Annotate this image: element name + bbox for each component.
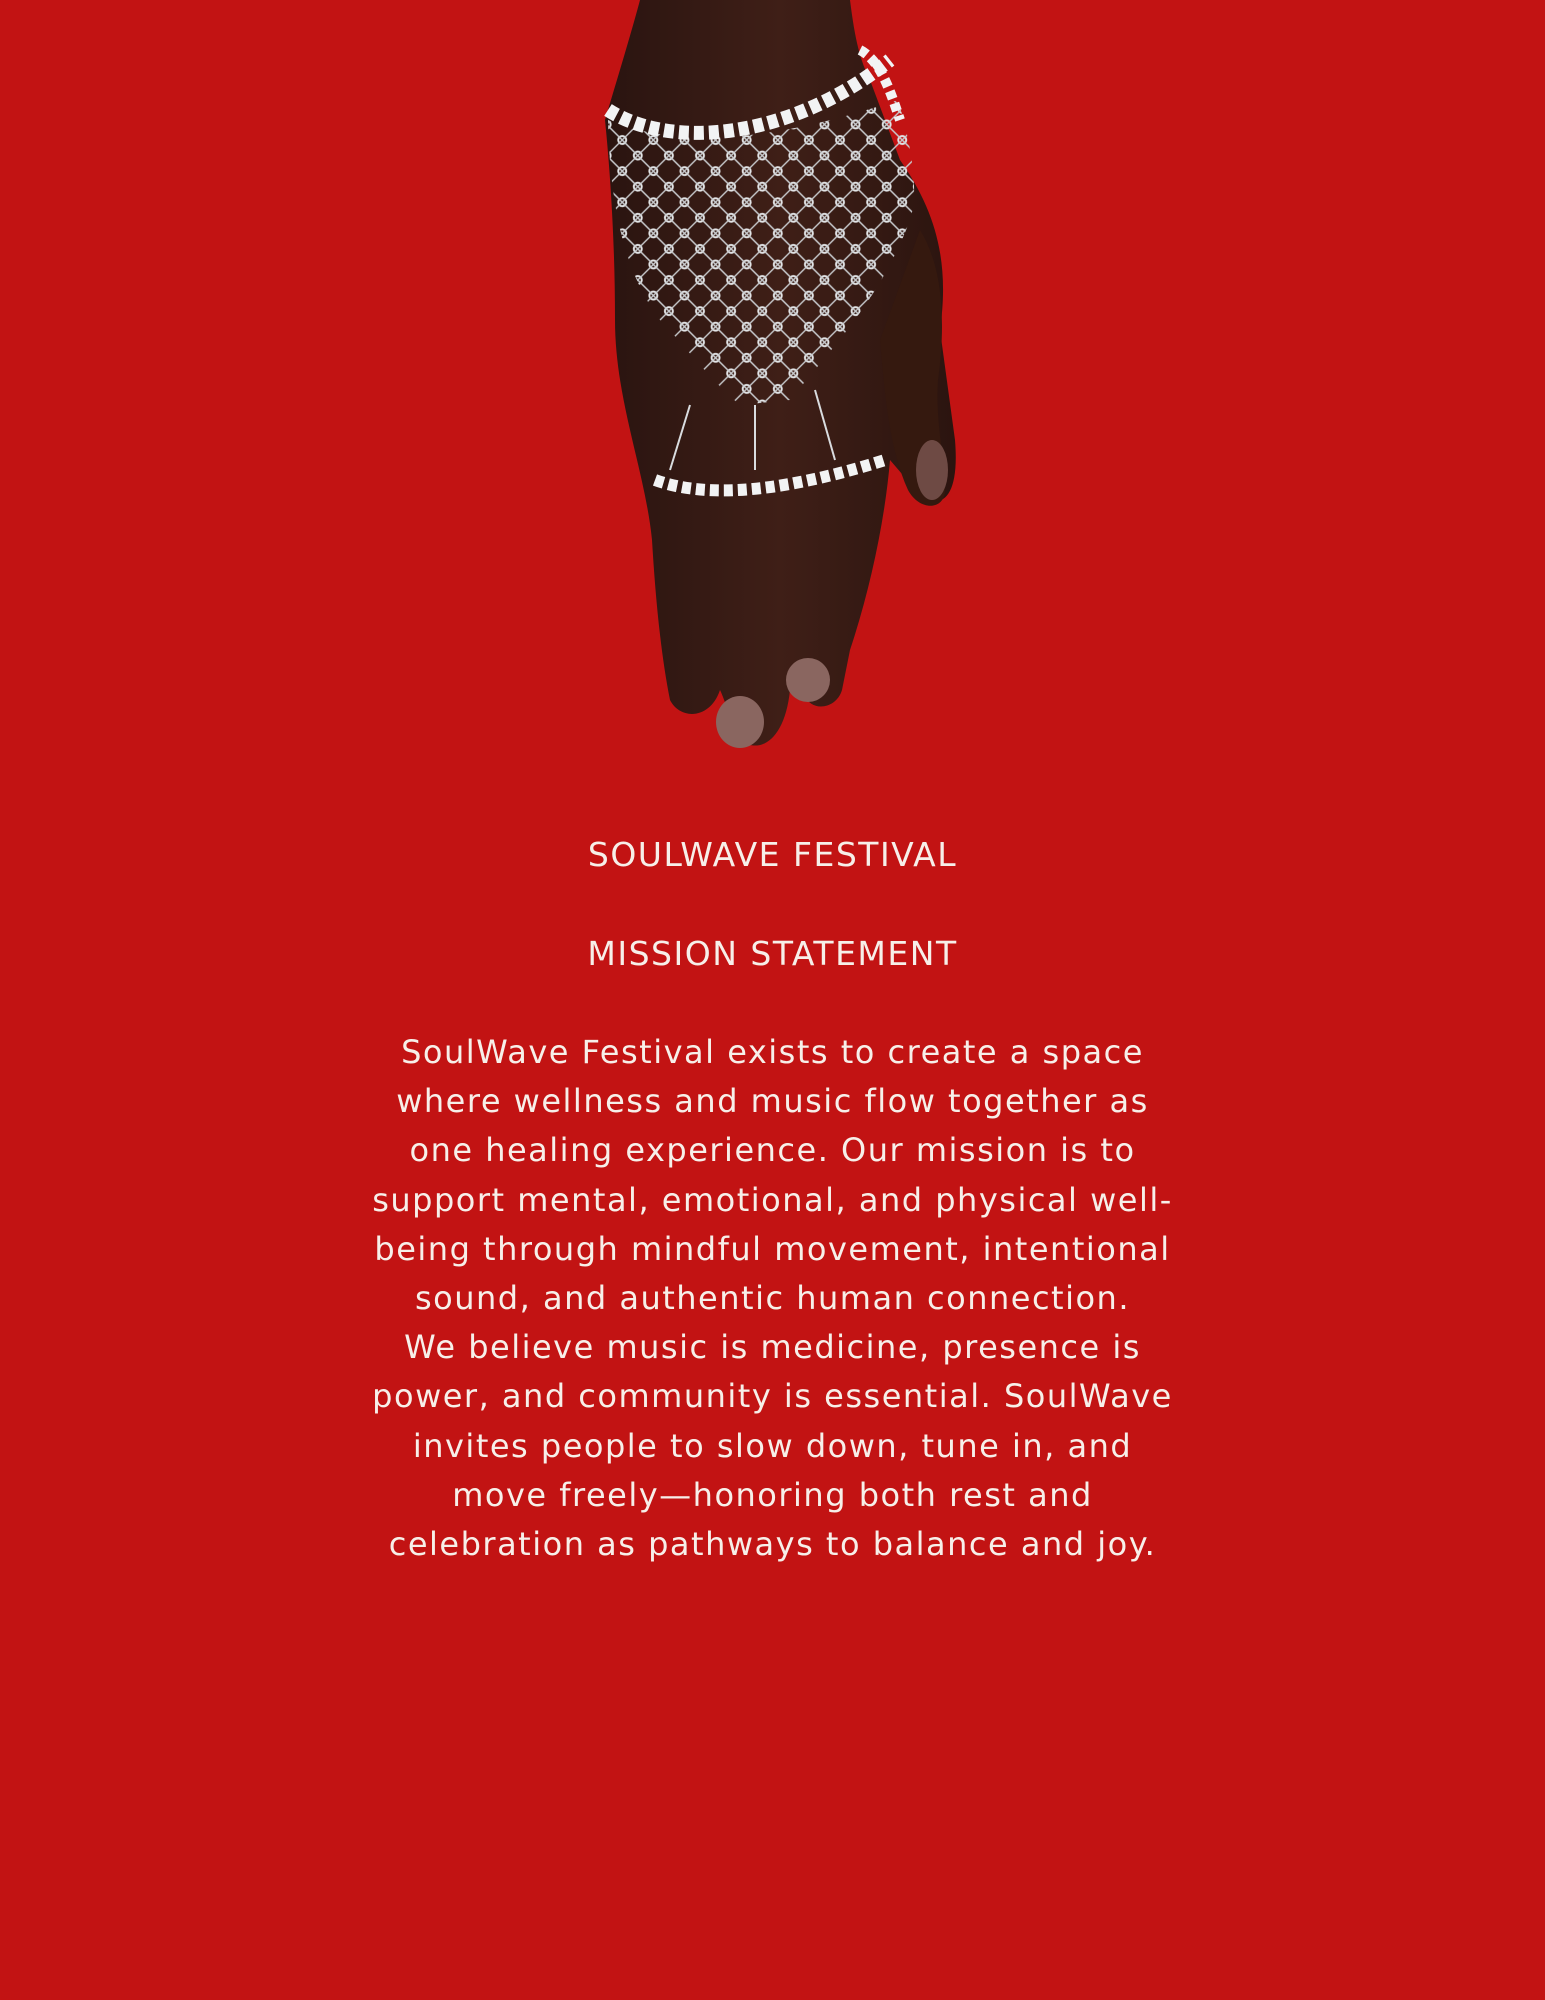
hand-with-silver-chain-bracelet-icon xyxy=(560,0,980,760)
mission-paragraph-1: SoulWave Festival exists to create a space where wellness and music flow together as one healing experience. Our mission is to support mental, emotional, and physical well-being through mindful movement, intentional sound, and authentic human connection. xyxy=(372,1033,1173,1318)
mission-body xyxy=(368,1028,1178,1569)
festival-title: SOULWAVE FESTIVAL xyxy=(587,835,958,874)
section-subtitle: MISSION STATEMENT xyxy=(587,934,958,973)
hero-image xyxy=(560,0,980,760)
mission-paragraph-2: We believe music is medicine, presence is power, and community is essential. SoulWave invites people to slow down, tune in, and move freely—honoring both rest and celebration as pathways to balance and joy. xyxy=(372,1328,1173,1564)
mission-text-block xyxy=(340,830,1205,1569)
